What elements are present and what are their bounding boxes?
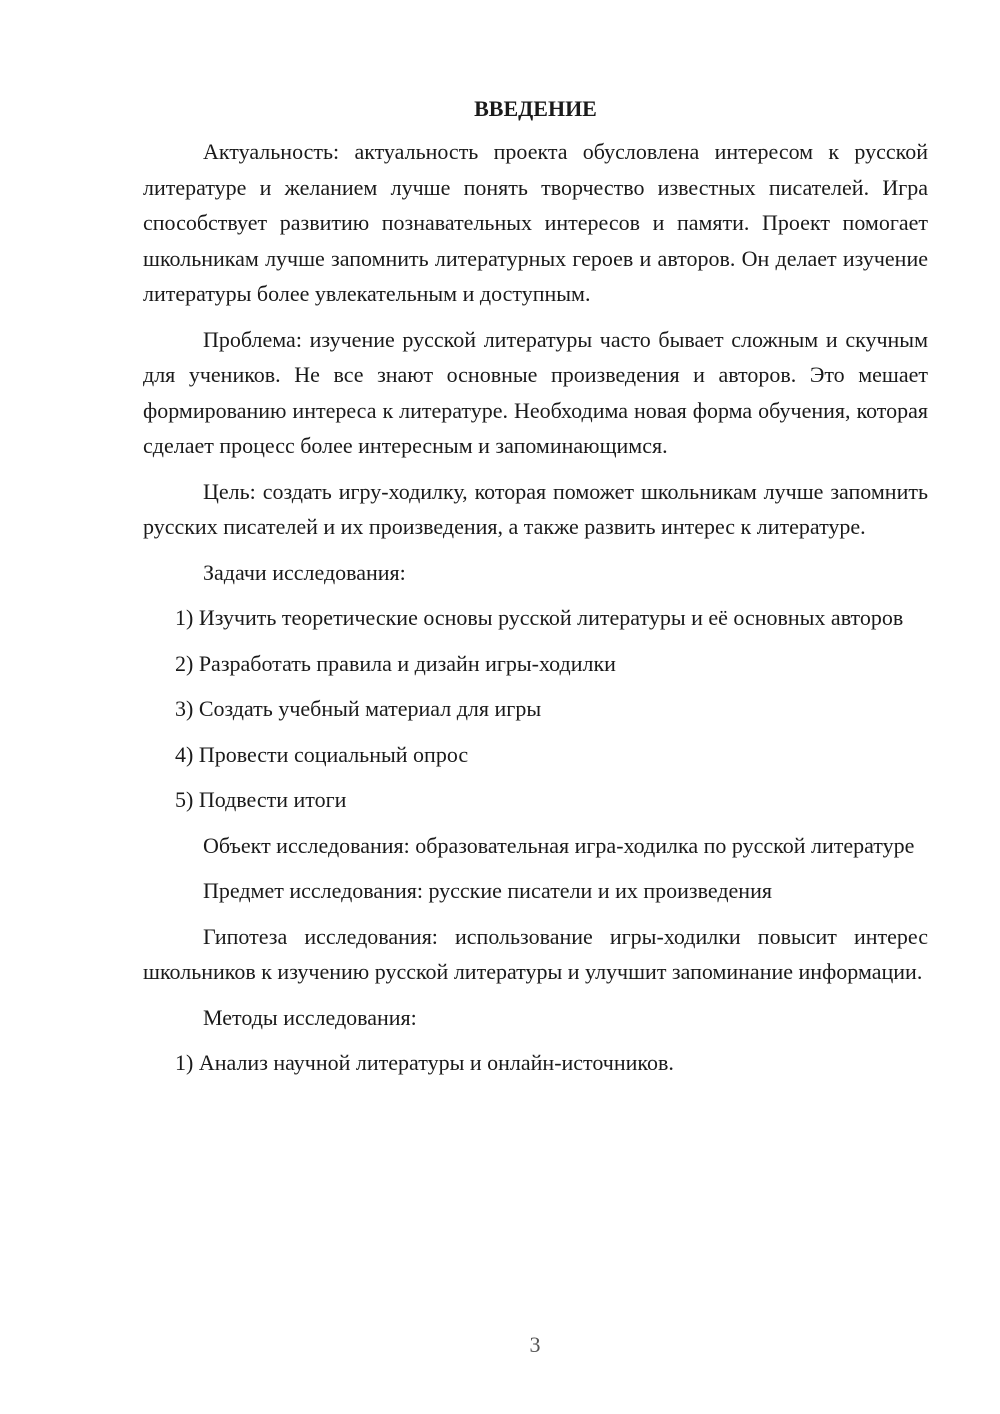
paragraph-hypothesis: Гипотеза исследования: использование игры-ходилки повысит интерес школьников к изучению русской литературы и улучшит запоминание информации. (143, 923, 928, 984)
task-item-1: 1) Изучить теоретические основы русской литературы и её основных авторов (175, 605, 904, 630)
page-number: 3 (529, 1332, 541, 1357)
method-item-1: 1) Анализ научной литературы и онлайн-источников. (175, 1050, 674, 1075)
task-item-3: 3) Создать учебный материал для игры (175, 696, 542, 721)
document-page (143, 94, 928, 1091)
tasks-title: Задачи исследования: (203, 559, 406, 585)
methods-title: Методы исследования: (203, 1004, 417, 1030)
paragraph-subject: Предмет исследования: русские писатели и их произведения (203, 878, 772, 903)
section-heading: ВВЕДЕНИЕ (474, 96, 597, 121)
task-item-2: 2) Разработать правила и дизайн игры-ходилки (175, 650, 616, 676)
task-item-4: 4) Провести социальный опрос (175, 741, 469, 767)
paragraph-relevance: Актуальность: актуальность проекта обусловлена интересом к русской литературе и желанием лучше понять творчество известных писателей. Игра способствует развитию познавательных интересов и памяти. Проект помогает школьникам лучше запомнить литературных героев и авторов. Он делает изучение литературы более увлекательным и доступным. (143, 139, 928, 306)
paragraph-goal: Цель: создать игру-ходилку, которая поможет школьникам лучше запомнить русских писателей и их произведения, а также развить интерес к литературе. (143, 478, 928, 539)
task-item-5: 5) Подвести итоги (175, 787, 347, 812)
paragraph-problem: Проблема: изучение русской литературы часто бывает сложным и скучным для учеников. Не все знают основные произведения и авторов. Это мешает формированию интереса к литературе. Необходима новая форма обучения, которая сделает процесс более интересным и запоминающимся. (143, 326, 928, 458)
paragraph-object: Объект исследования: образовательная игра-ходилка по русской литературе (203, 832, 915, 858)
